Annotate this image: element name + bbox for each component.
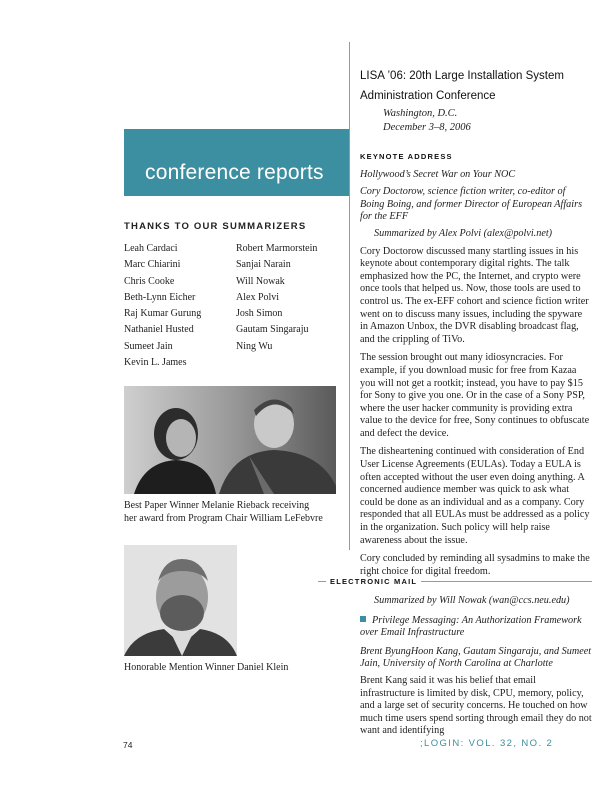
page-number: 74 <box>123 740 133 750</box>
summarizer-name: Beth-Lynn Eicher <box>124 291 196 303</box>
award-photo-image <box>124 386 336 494</box>
keynote-paragraph: The session brought out many idiosyncracies. For example, if you download music for free from Kazaa you will not get a rootkit; instead, you have to pay $15 for Sony to give you one. Or in the case of a Sony PSP, where the user hacker community is providing extra value to the device for free, Sony continues to obfuscate and defect the device. <box>360 352 590 439</box>
keynote-summarized-by: Summarized by Alex Polvi (alex@polvi.net) <box>374 227 553 239</box>
email-section <box>360 595 592 744</box>
summarizer-name: Nathaniel Husted <box>124 324 194 336</box>
honorable-mention-photo <box>124 545 237 656</box>
email-paper-title-block <box>360 615 592 640</box>
keynote-paragraph: The disheartening continued with consideration of End User License Agreements (EULAs). Today a EULA is often accepted without the user even doing anything. A concerned audience member was quick to ask what could be done as an individual and as a company. Cory responded that all EULAs must be addressed as a policy in the organization. Such policy will help raise awareness about the issue. <box>360 446 590 546</box>
summarizer-name: Gautam Singaraju <box>236 324 309 336</box>
summarizer-name: Alex Polvi <box>236 291 280 303</box>
summarizer-name: Chris Cooke <box>124 275 175 287</box>
journal-footer: ;LOGIN: VOL. 32, NO. 2 <box>420 738 554 749</box>
summarizer-name: Marc Chiarini <box>124 259 181 271</box>
summarizer-name: Raj Kumar Gurung <box>124 308 202 320</box>
email-paragraph: Brent Kang said it was his belief that email infrastructure is limited by disk, CPU, memory, policy, and a large set of security concerns. He touched on how much time users spend sorting through email they do not want and identifying <box>360 674 592 737</box>
summarizer-name: Kevin L. James <box>124 357 187 369</box>
summarizers-heading: THANKS TO OUR SUMMARIZERS <box>124 221 307 232</box>
award-photo-caption: Best Paper Winner Melanie Rieback receiving her award from Program Chair William LeFebvre <box>124 500 323 524</box>
email-authors: Brent ByungHoon Kang, Gautam Singaraju, and Sumeet Jain, University of North Carolina at Charlotte <box>360 645 592 670</box>
honorable-mention-caption: Honorable Mention Winner Daniel Klein <box>124 662 289 673</box>
keynote-speaker: Cory Doctorow, science fiction writer, co-editor of Boing Boing, and former Director of European Affairs for the EFF <box>360 186 583 223</box>
conference-dates: December 3–8, 2006 <box>383 122 471 133</box>
keynote-section <box>360 151 592 584</box>
email-heading: ELECTRONIC MAIL <box>326 577 421 586</box>
section-banner-title: conference reports <box>145 161 324 184</box>
keynote-paragraph: Cory Doctorow discussed many startling issues in his keynote about contemporary digital rights. The talk emphasized how the PC, the Internet, and crypto were once tools that helped us. Now, those tools are used to control us. The ex-EFF cohort and science fiction writer went on to discuss many issues, including the spyware in Amazon Unbox, the DVR disabling broadcast flag, and the crippling of TiVo. <box>360 245 589 345</box>
conference-title: LISA ’06: 20th Large Installation System Administration Conference <box>360 70 564 102</box>
summarizer-name: Leah Cardaci <box>124 243 178 254</box>
email-summarized-by: Summarized by Will Nowak (wan@ccs.neu.edu) <box>374 595 570 606</box>
summarizer-name: Josh Simon <box>236 308 283 320</box>
conference-location: Washington, D.C. <box>383 108 458 119</box>
keynote-talk-title: Hollywood’s Secret War on Your NOC <box>360 168 516 180</box>
keynote-heading: KEYNOTE ADDRESS <box>360 152 453 161</box>
summarizer-name: Ning Wu <box>236 340 273 352</box>
award-photo <box>124 386 336 494</box>
summarizer-name: Robert Marmorstein <box>236 243 318 254</box>
conference-location-block <box>383 107 471 135</box>
email-paper-title: Privilege Messaging: An Authorization Framework over Email Infrastructure <box>360 614 582 639</box>
summarizers-right-list <box>236 241 317 355</box>
summarizers-left-list <box>124 241 201 371</box>
summarizer-name: Sanjai Narain <box>236 259 291 271</box>
honorable-mention-photo-image <box>124 545 237 656</box>
summarizer-name: Sumeet Jain <box>124 340 173 352</box>
column-divider <box>349 42 350 550</box>
keynote-paragraph: Cory concluded by reminding all sysadmins to make the right choice for digital freedom. <box>360 553 590 577</box>
summarizer-name: Will Nowak <box>236 275 285 287</box>
square-bullet-icon <box>360 616 366 622</box>
